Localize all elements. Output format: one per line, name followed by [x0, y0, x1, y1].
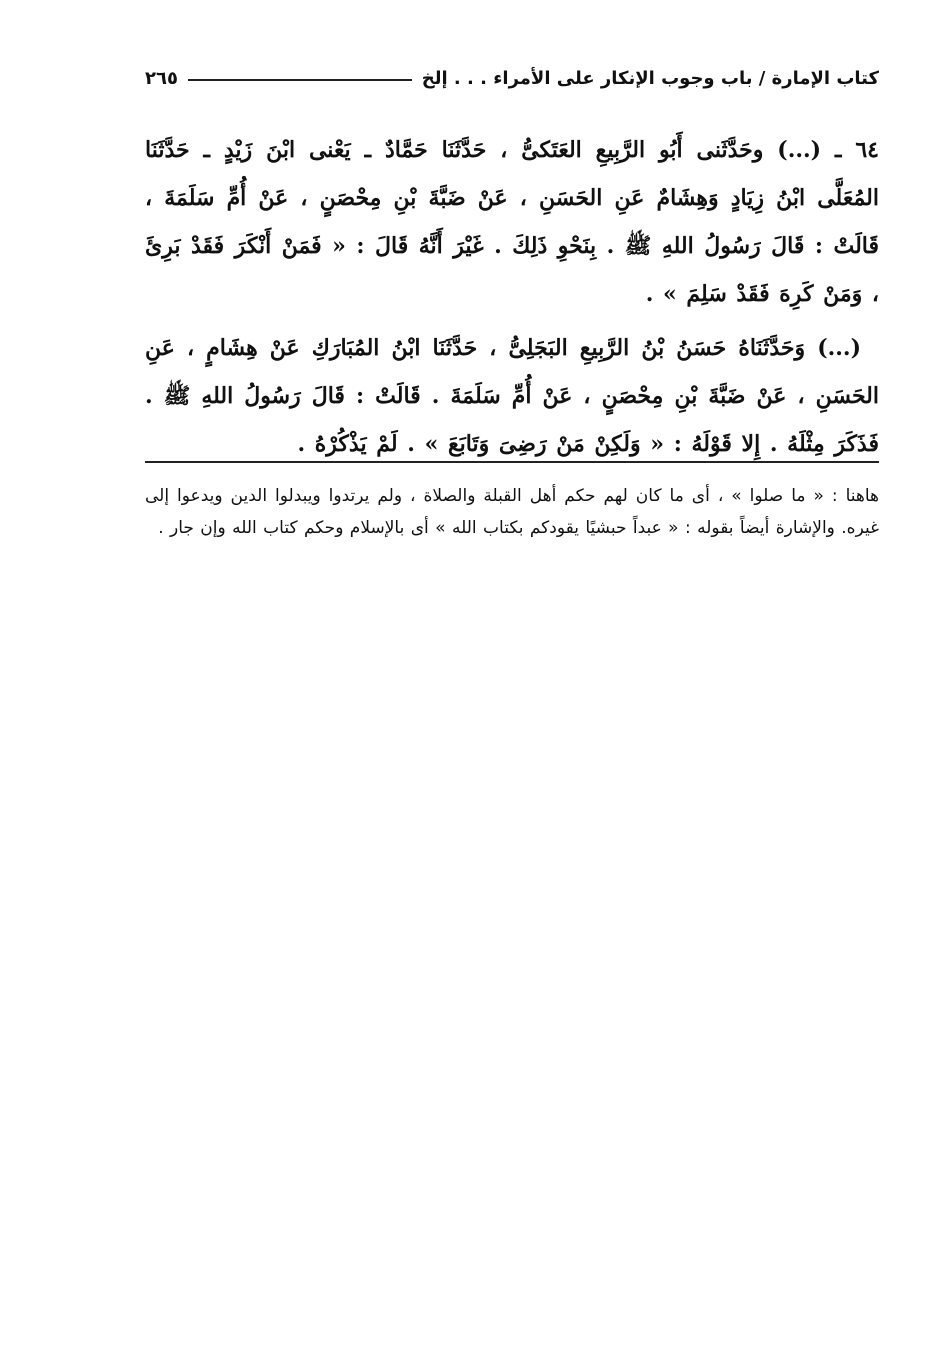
running-header: [145, 62, 879, 96]
hadith-paragraph-64: ٦٤ ـ (...) وحَدَّثَنى أَبُو الرَّبِيعِ العَتَكىُّ ، حَدَّثَنَا حَمَّادٌ ـ يَعْنى ابْنَ زَيْدٍ ـ حَدَّثَنَا المُعَلَّى ابْنُ زِيَادٍ وَهِشَامٌ عَنِ الحَسَنِ ، عَنْ ضَبَّةَ بْنِ مِحْصَنٍ ، عَنْ أُمِّ سَلَمَةَ ، قَالَتْ : قَالَ رَسُولُ اللهِ ﷺ . بِنَحْوِ ذَلِكَ . غَيْرَ أَنَّهُ قَالَ : « فَمَنْ أَنْكَرَ فَقَدْ بَرِئَ ، وَمَنْ كَرِهَ فَقَدْ سَلِمَ » .: [145, 137, 879, 307]
hadith-paragraph-variant: (...) وَحَدَّثَنَاهُ حَسَنُ بْنُ الرَّبِيعِ البَجَلِىُّ ، حَدَّثَنَا ابْنُ المُبَارَكِ عَنْ هِشَامٍ ، عَنِ الحَسَنِ ، عَنْ ضَبَّةَ بْنِ مِحْصَنٍ ، عَنْ أُمِّ سَلَمَةَ . قَالَتْ : قَالَ رَسُولُ اللهِ ﷺ . فَذَكَرَ مِثْلَهُ . إِلا قَوْلَهُ : « وَلَكِنْ مَنْ رَضِىَ وَتَابَعَ » . لَمْ يَذْكُرْهُ .: [145, 335, 879, 457]
hadith-text-block: [145, 126, 879, 474]
footnote-separator: [145, 461, 879, 463]
footnote-text: هاهنا : « ما صلوا » ، أى ما كان لهم حكم أهل القبلة والصلاة ، ولم يرتدوا ويبدلوا الدين ويدعوا إلى غيره. والإشارة أيضاً بقوله : « عبداً حبشيًا يقودكم بكتاب الله » أى بالإسلام وحكم كتاب الله وإن جار .: [145, 486, 879, 538]
page-number: ٢٦٥: [145, 68, 178, 89]
header-rule: [188, 79, 412, 81]
header-title: كتاب الإمارة / باب وجوب الإنكار على الأمراء . . . إلخ: [421, 68, 879, 89]
